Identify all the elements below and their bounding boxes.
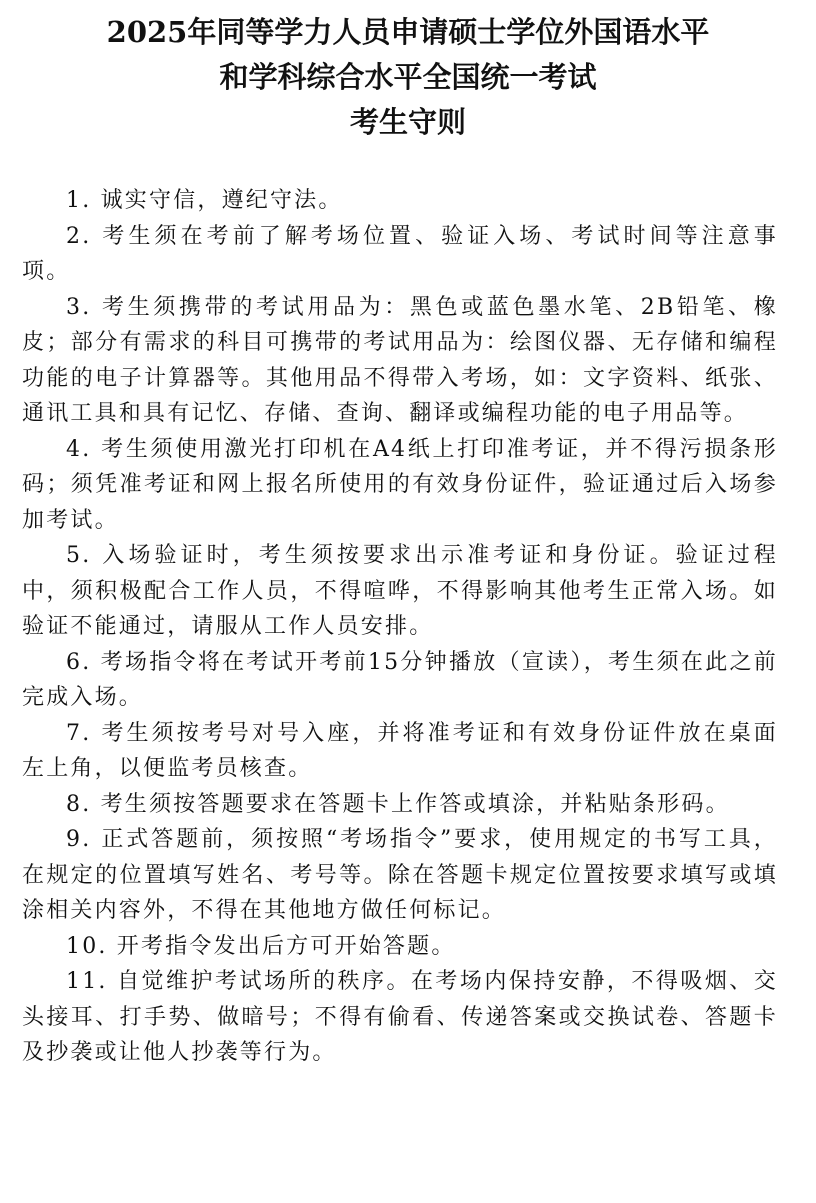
- rule-item-5: 5. 入场验证时，考生须按要求出示准考证和身份证。验证过程中，须积极配合工作人员，不得喧哗，不得影响其他考生正常入场。如验证不能通过，请服从工作人员安排。: [22, 543, 778, 639]
- document-title: [0, 10, 816, 145]
- title-line-2: 和学科综合水平全国统一考试: [219, 60, 597, 94]
- title-line-1: 2025年同等学力人员申请硕士学位外国语水平: [106, 15, 710, 49]
- rule-item-10: 10. 开考指令发出后方可开始答题。: [66, 933, 456, 959]
- rule-item-4: 4. 考生须使用激光打印机在A4纸上打印准考证，并不得污损条形码；须凭准考证和网上报名所使用的有效身份证件，验证通过后入场参加考试。: [22, 436, 778, 533]
- rule-item-1: 1. 诚实守信，遵纪守法。: [66, 188, 343, 213]
- rule-item-6: 6. 考场指令将在考试开考前15分钟播放（宣读），考生须在此之前完成入场。: [22, 649, 778, 710]
- rules-list: [0, 183, 816, 1071]
- rule-item-7: 7. 考生须按考号对号入座，并将准考证和有效身份证件放在桌面左上角，以便监考员核查。: [22, 720, 778, 781]
- title-line-3: 考生守则: [349, 105, 466, 139]
- rule-item-11: 11. 自觉维护考试场所的秩序。在考场内保持安静，不得吸烟、交头接耳、打手势、做暗号；不得有偷看、传递答案或交换试卷、答题卡及抄袭或让他人抄袭等行为。: [22, 969, 778, 1065]
- rule-item-2: 2. 考生须在考前了解考场位置、验证入场、考试时间等注意事项。: [22, 223, 778, 284]
- rule-item-3: 3. 考生须携带的考试用品为：黑色或蓝色墨水笔、2B铅笔、橡皮；部分有需求的科目可携带的考试用品为：绘图仪器、无存储和编程功能的电子计算器等。其他用品不得带入考场，如：文字资料、纸张、通讯工具和具有记忆、存储、查询、翻译或编程功能的电子用品等。: [22, 294, 778, 426]
- rule-item-8: 8. 考生须按答题要求在答题卡上作答或填涂，并粘贴条形码。: [66, 791, 730, 817]
- rule-item-9: 9. 正式答题前，须按照“考场指令”要求，使用规定的书写工具，在规定的位置填写姓名、考号等。除在答题卡规定位置按要求填写或填涂相关内容外，不得在其他地方做任何标记。: [22, 827, 778, 923]
